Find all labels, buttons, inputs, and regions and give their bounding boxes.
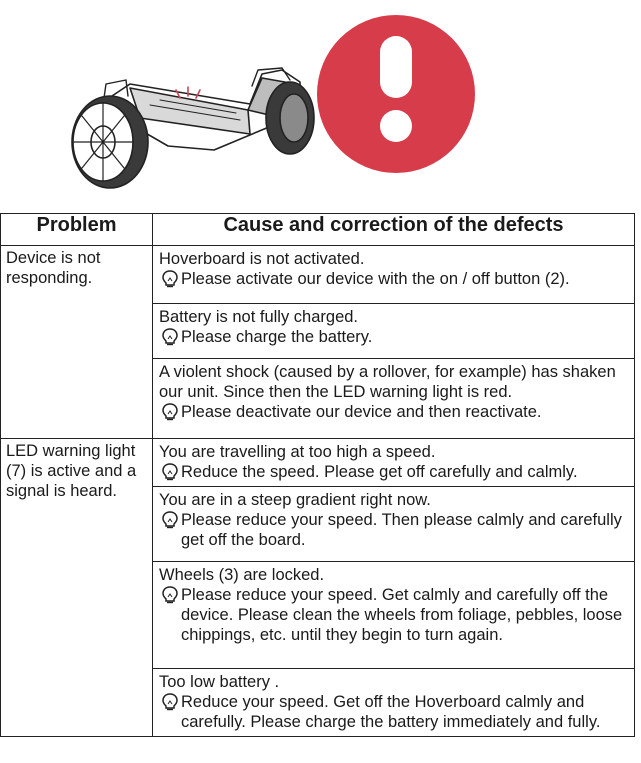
problem-cell: Device is not responding. <box>1 246 153 439</box>
cause-cell <box>153 487 635 562</box>
correction-tip <box>159 510 628 550</box>
table-header-row <box>1 214 635 246</box>
cause-cell <box>153 439 635 487</box>
lightbulb-icon <box>159 585 181 605</box>
cause-cell <box>153 359 635 439</box>
correction-text: Please charge the battery. <box>181 328 373 346</box>
cause-cell <box>153 669 635 737</box>
correction-text: Please reduce your speed. Then please calmly and carefully get off the board. <box>181 511 622 549</box>
lightbulb-icon <box>159 327 181 347</box>
correction-tip <box>159 692 628 732</box>
lightbulb-icon <box>159 510 181 530</box>
lightbulb-icon <box>159 269 181 289</box>
troubleshooting-table <box>0 213 635 737</box>
exclamation-circle-icon <box>317 15 475 173</box>
header-problem: Problem <box>1 214 153 246</box>
correction-text: Please activate our device with the on / off button (2). <box>181 270 570 288</box>
correction-text: Please reduce your speed. Get calmly and carefully off the device. Please clean the wheels from foliage, pebbles, loose chippings, etc. until they begin to turn again. <box>181 586 623 644</box>
cause-text: Battery is not fully charged. <box>159 308 359 326</box>
cause-text: Hoverboard is not activated. <box>159 250 365 268</box>
correction-tip <box>159 269 628 289</box>
cause-cell <box>153 246 635 304</box>
cause-cell <box>153 562 635 669</box>
correction-text: Please deactivate our device and then reactivate. <box>181 403 542 421</box>
correction-tip <box>159 327 628 347</box>
lightbulb-icon <box>159 402 181 422</box>
hoverboard-illustration <box>72 68 314 188</box>
cause-text: A violent shock (caused by a rollover, for example) has shaken our unit. Since then the LED warning light is red. <box>159 363 616 401</box>
cause-text: You are in a steep gradient right now. <box>159 491 431 509</box>
table-body <box>1 246 635 737</box>
table-row <box>1 246 635 304</box>
correction-tip <box>159 402 628 422</box>
correction-tip <box>159 462 628 482</box>
cause-text: Wheels (3) are locked. <box>159 566 325 584</box>
problem-cell: LED warning light (7) is active and a signal is heard. <box>1 439 153 737</box>
table-row <box>1 439 635 487</box>
lightbulb-icon <box>159 462 181 482</box>
correction-tip <box>159 585 628 645</box>
cause-cell <box>153 304 635 359</box>
illustration <box>0 0 641 212</box>
lightbulb-icon <box>159 692 181 712</box>
header-cause-correction: Cause and correction of the defects <box>153 214 635 246</box>
correction-text: Reduce the speed. Please get off carefully and calmly. <box>181 463 578 481</box>
cause-text: You are travelling at too high a speed. <box>159 443 436 461</box>
cause-text: Too low battery . <box>159 673 280 691</box>
correction-text: Reduce your speed. Get off the Hoverboard calmly and carefully. Please charge the battery immediately and fully. <box>181 693 601 731</box>
